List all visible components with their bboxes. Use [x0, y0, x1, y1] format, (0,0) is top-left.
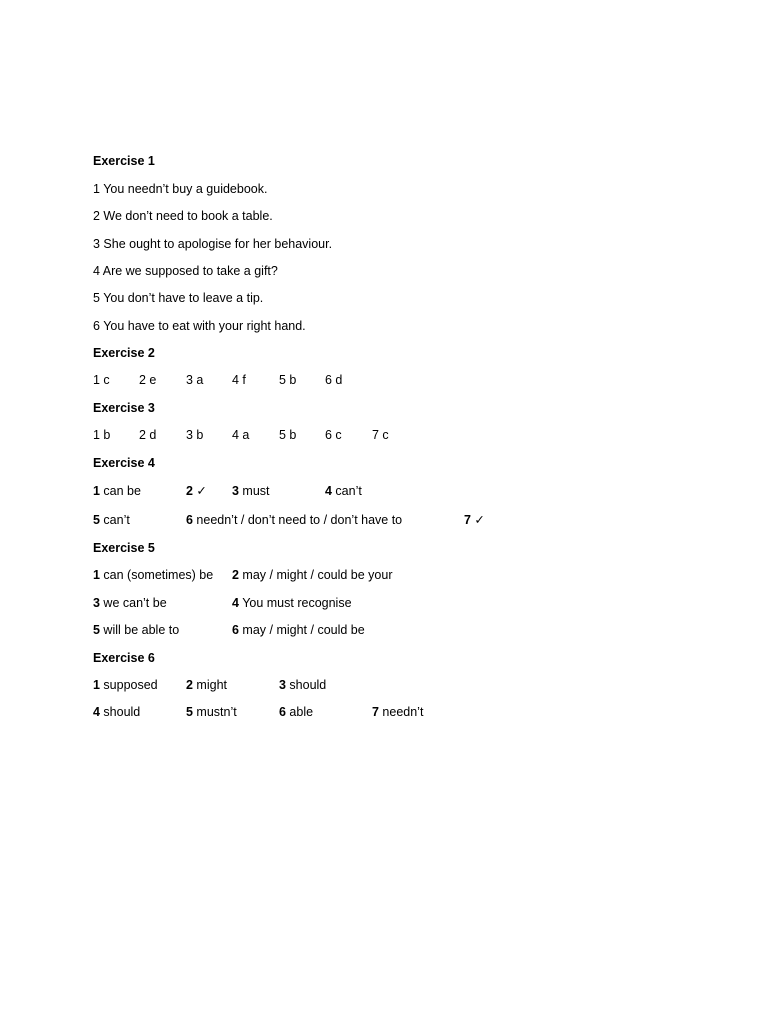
answer-text: may / might / could be your	[238, 568, 393, 582]
answer-text: should	[285, 678, 327, 692]
answer-number: 6	[186, 513, 193, 527]
answer-text: we can’t be	[99, 596, 167, 610]
exercise-3-answer: 4 a	[232, 428, 250, 442]
answer-number: 1	[93, 484, 100, 498]
exercise-1-line: 6 You have to eat with your right hand.	[93, 319, 306, 333]
exercise-6-answer	[186, 704, 237, 720]
answer-number: 4	[93, 705, 100, 719]
exercise-4-answer	[93, 512, 130, 528]
check-mark-icon: ✓	[470, 513, 485, 527]
answer-number: 2	[232, 568, 239, 582]
exercise-3-heading: Exercise 3	[93, 401, 155, 415]
exercise-5-answer	[232, 622, 365, 638]
exercise-3-answer: 5 b	[279, 428, 297, 442]
answer-text: needn’t	[378, 705, 424, 719]
exercise-2-answer: 4 f	[232, 373, 246, 387]
answer-text: You must recognise	[238, 596, 352, 610]
exercise-3-answer: 7 c	[372, 428, 389, 442]
exercise-4-answer	[186, 512, 402, 528]
exercise-6-answer	[93, 704, 140, 720]
answer-number: 1	[93, 568, 100, 582]
exercise-1-line: 2 We don’t need to book a table.	[93, 209, 273, 223]
answer-number: 6	[279, 705, 286, 719]
exercise-2-answer: 1 c	[93, 373, 110, 387]
check-mark-icon: ✓	[192, 484, 207, 498]
exercise-6-answer	[186, 677, 227, 693]
exercise-4-answer	[93, 483, 141, 499]
exercise-4-answer	[325, 483, 362, 499]
answer-number: 3	[93, 596, 100, 610]
answer-number: 1	[93, 678, 100, 692]
exercise-3-answer: 1 b	[93, 428, 111, 442]
exercise-4-answer	[232, 483, 270, 499]
exercise-5-answer	[93, 595, 167, 611]
answer-number: 5	[93, 623, 100, 637]
answer-number: 4	[325, 484, 332, 498]
answer-number: 2	[186, 678, 193, 692]
answer-number: 2	[186, 484, 193, 498]
exercise-1-heading: Exercise 1	[93, 154, 155, 168]
exercise-5-answer	[93, 567, 213, 583]
answer-number: 4	[232, 596, 239, 610]
exercise-2-heading: Exercise 2	[93, 346, 155, 360]
answer-number: 7	[464, 513, 471, 527]
exercise-6-answer	[279, 677, 326, 693]
exercise-2-answer: 3 a	[186, 373, 204, 387]
exercise-1-line: 1 You needn’t buy a guidebook.	[93, 182, 268, 196]
answer-text: needn’t / don’t need to / don’t have to	[192, 513, 403, 527]
answer-number: 5	[93, 513, 100, 527]
exercise-3-answer: 3 b	[186, 428, 204, 442]
exercise-5-answer	[232, 595, 352, 611]
answer-text: able	[285, 705, 314, 719]
answer-number: 3	[279, 678, 286, 692]
answer-text: should	[99, 705, 141, 719]
exercise-1-line: 4 Are we supposed to take a gift?	[93, 264, 278, 278]
answer-text: will be able to	[99, 623, 180, 637]
answer-text: mustn’t	[192, 705, 237, 719]
exercise-3-answer: 2 d	[139, 428, 157, 442]
answer-number: 6	[232, 623, 239, 637]
exercise-6-heading: Exercise 6	[93, 651, 155, 665]
answer-number: 3	[232, 484, 239, 498]
exercise-6-answer	[279, 704, 313, 720]
exercise-5-answer	[232, 567, 393, 583]
exercise-6-answer	[372, 704, 423, 720]
exercise-1-line: 5 You don’t have to leave a tip.	[93, 291, 264, 305]
exercise-1-line: 3 She ought to apologise for her behaviour.	[93, 237, 333, 251]
answer-text: supposed	[99, 678, 158, 692]
exercise-6-answer	[93, 677, 158, 693]
exercise-5-answer	[93, 622, 179, 638]
answer-text: may / might / could be	[238, 623, 365, 637]
exercise-5-heading: Exercise 5	[93, 541, 155, 555]
exercise-3-answer: 6 c	[325, 428, 342, 442]
exercise-4-answer	[464, 512, 485, 528]
answer-text: might	[192, 678, 227, 692]
answer-text: can’t	[99, 513, 130, 527]
answer-text: can’t	[331, 484, 362, 498]
exercise-2-answer: 2 e	[139, 373, 157, 387]
exercise-4-answer	[186, 483, 207, 499]
answer-number: 7	[372, 705, 379, 719]
answer-text: can (sometimes) be	[99, 568, 214, 582]
exercise-2-answer: 5 b	[279, 373, 297, 387]
answer-text: must	[238, 484, 270, 498]
exercise-2-answer: 6 d	[325, 373, 343, 387]
answer-number: 5	[186, 705, 193, 719]
answer-text: can be	[99, 484, 141, 498]
exercise-4-heading: Exercise 4	[93, 456, 155, 470]
